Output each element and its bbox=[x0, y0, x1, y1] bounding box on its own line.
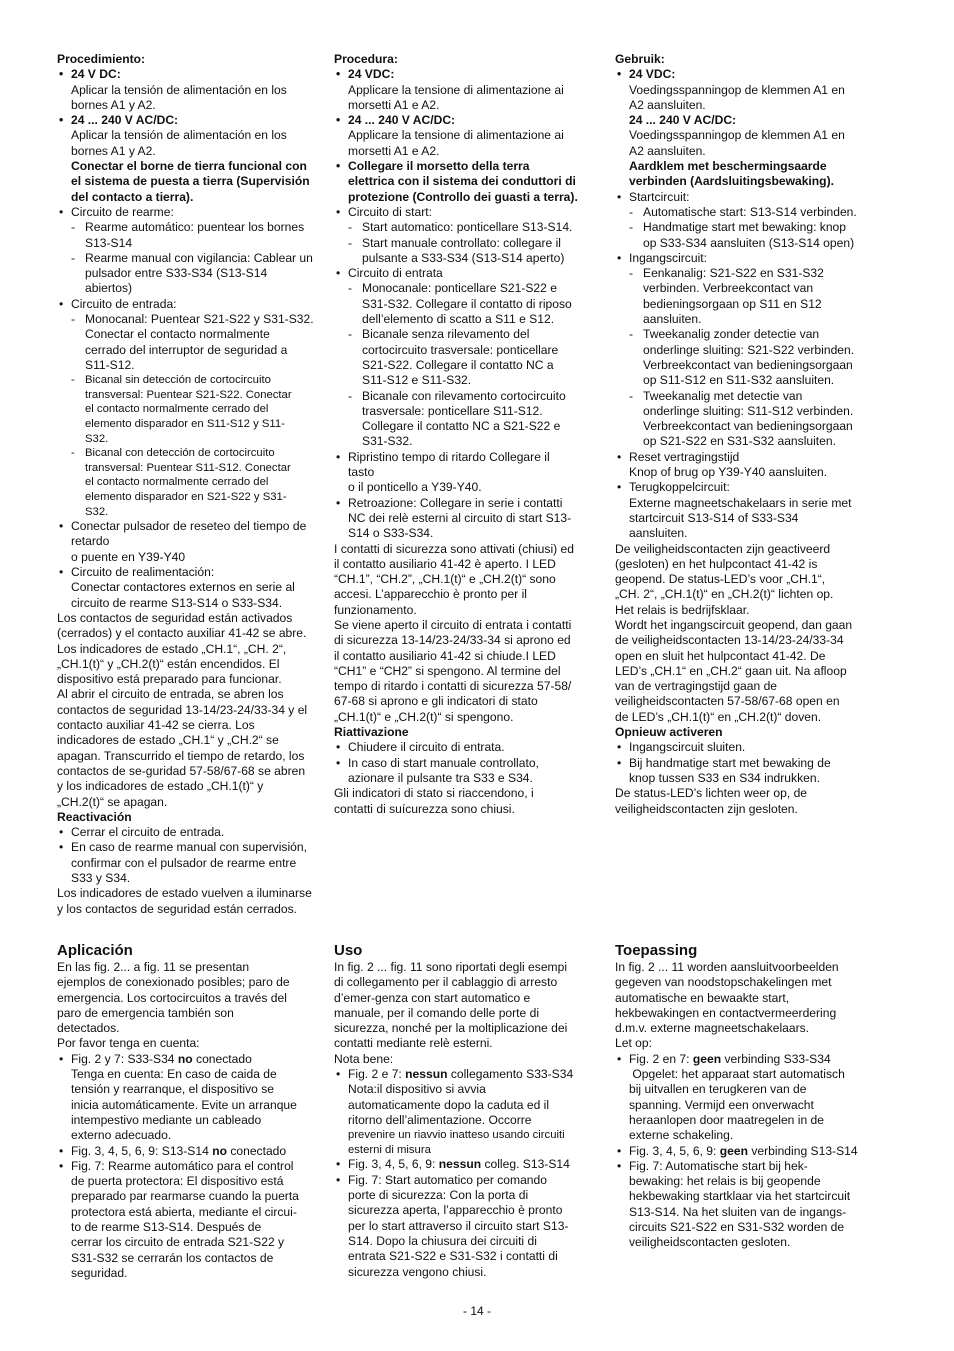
text-line: del contacto a tierra). bbox=[71, 189, 194, 204]
text-line: Verbreekcontact van bedieningsorgaan bbox=[643, 357, 853, 372]
text-line: dispositivo está preparado para funcionar. bbox=[57, 672, 282, 687]
bullet-fig2-7 bbox=[615, 1052, 874, 1067]
text-line: S32. bbox=[85, 432, 109, 445]
bullet-circuito-rearme: • Circuito de rearme: bbox=[57, 205, 316, 220]
heading-uso: Uso bbox=[334, 942, 363, 959]
dash-item: - Bicanal sin detección de cortocircuito bbox=[57, 373, 316, 388]
text-line: apagan. Transcurrido el tiempo de retardo, los bbox=[57, 748, 305, 763]
text-line: elemento disparador en S11-S12 y S11- bbox=[85, 418, 285, 431]
text-line: bedieningsorgaan op S11 en S12 bbox=[643, 296, 822, 311]
text-line: elemento disparador en S21-S22 y S31- bbox=[85, 490, 287, 503]
bullet-fig7: • Fig. 7: Rearme automático para el control bbox=[57, 1159, 316, 1174]
heading-riattivazione: Riattivazione bbox=[334, 725, 409, 740]
text-line: per lo start attraverso il circuito start S13- bbox=[348, 1218, 569, 1233]
text-line: veiligheidscontacten 57-58/67-68 open en bbox=[615, 694, 840, 709]
bullet-fig7: • Fig. 7: Start automatico per comando bbox=[334, 1173, 593, 1188]
bold-geen: geen bbox=[719, 1143, 748, 1158]
text-line: di sicurezza 13-14/23-24/33-34 si aprono ed bbox=[334, 633, 571, 648]
text-line: op S33-S34 aansluiten (S13-S14 open) bbox=[643, 235, 855, 250]
text-span: conectado bbox=[192, 1051, 252, 1066]
text-line: porte di sicurezza: Con la porta di bbox=[348, 1188, 529, 1203]
bullet-terugkoppel: • Terugkoppelcircuit: bbox=[615, 480, 874, 495]
text-line: azionare il pulsante tra S33 e S34. bbox=[348, 770, 533, 785]
text-span: collegamento S33-S34 bbox=[447, 1067, 574, 1082]
text-line: (cerrados) y el contacto auxiliar 41-42 se abre. bbox=[57, 626, 307, 641]
text-span: colleg. S13-S14 bbox=[481, 1157, 570, 1172]
text-line: Gli indicatori di stato si riaccendono, i bbox=[334, 786, 534, 801]
dash-item: - Handmatige start met bewaking: knop bbox=[615, 220, 874, 235]
text-line: bewaking: het relais is bij geopende bbox=[629, 1174, 821, 1189]
text-line: Los indicadores de estado vuelven a iluminarse bbox=[57, 886, 312, 901]
text-line: Voedingsspanningop de klemmen A1 en bbox=[629, 128, 845, 143]
text-line: morsetti A1 e A2. bbox=[348, 143, 440, 158]
text-line: LED’s „CH.1“ en „CH.2“ gaan uit. Na afloop bbox=[615, 663, 847, 678]
text-line: heraanlopen door maatregelen in de bbox=[629, 1112, 824, 1127]
text-line: veiligheidscontacten zijn gesloten. bbox=[615, 801, 798, 816]
text-line: il contatto ausiliario 41-42 è aperto. I LED bbox=[334, 556, 556, 571]
text-line: contatti mediante relè esterni. bbox=[334, 1036, 493, 1051]
dash-item: - Rearme manual con vigilancia: Cablear un bbox=[57, 251, 316, 266]
text-line: Aplicar la tensión de alimentación en los bbox=[71, 82, 287, 97]
text-line: aansluiten. bbox=[643, 312, 702, 327]
text-line: intempestivo mediante un cableado bbox=[71, 1112, 262, 1127]
text-line: Tenga en cuenta: En caso de caida de bbox=[71, 1067, 277, 1082]
text-line: 24 ... 240 V AC/DC: bbox=[629, 113, 737, 128]
bullet-24vdc: • 24 VDC: bbox=[334, 67, 593, 82]
bullet-circuito-entrata: • Circuito di entrata bbox=[334, 266, 593, 281]
text-span: Fig. 3, 4, 5, 6, 9: bbox=[629, 1143, 720, 1158]
dutch-procedure-column bbox=[615, 52, 874, 817]
text-line: accesi. L’apparecchio è pronto per il bbox=[334, 587, 527, 602]
bullet-collegare-terra: • Collegare il morsetto della terra bbox=[334, 159, 593, 174]
bullet-item: • En caso de rearme manual con supervisión, bbox=[57, 840, 316, 855]
text-line: De veiligheidscontacten zijn geactiveerd bbox=[615, 541, 831, 556]
text-line: Let op: bbox=[615, 1036, 652, 1051]
text-line: S31-S32. bbox=[362, 434, 413, 449]
text-line: van de vertragingstijd gaan de bbox=[615, 679, 778, 694]
text-line: to de rearme S13-S14. Después de bbox=[71, 1220, 262, 1235]
bullet-fig2-7 bbox=[57, 1052, 316, 1067]
text-line: onderlinge sluiting: S11-S12 verbinden. bbox=[643, 403, 854, 418]
text-line: bornes A1 y A2. bbox=[71, 143, 156, 158]
text-line: protectora está abierta, mediante el circui- bbox=[71, 1204, 297, 1219]
bullet-item: • Ingangscircuit sluiten. bbox=[615, 740, 874, 755]
text-span: Fig. 2 e 7: bbox=[348, 1067, 406, 1082]
text-line: indicadores de estado „CH.1“ y „CH.2“ se bbox=[57, 733, 279, 748]
text-line: open en sluit het hulpcontact 41-42. De bbox=[615, 648, 826, 663]
heading-toepassing: Toepassing bbox=[615, 942, 698, 959]
text-line: „CH.1(t)“ y „CH.2(t)“ están encendidos. El bbox=[57, 656, 280, 671]
dash-item: - Bicanal con detección de cortocircuito bbox=[57, 446, 316, 461]
text-line: y los contactos de seguridad están cerrados. bbox=[57, 901, 297, 916]
text-line: ejemplos de conexionado posibles; paro de bbox=[57, 975, 290, 990]
text-line: Applicare la tensione di alimentazione ai bbox=[348, 128, 564, 143]
text-line: Voedingsspanningop de klemmen A1 en bbox=[629, 82, 845, 97]
dash-item: - Monocanal: Puentear S21-S22 y S31-S32. bbox=[57, 312, 316, 327]
text-span: verbinding S13-S14 bbox=[748, 1143, 858, 1158]
bullet-reseteo: • Conectar pulsador de reseteo del tiempo de bbox=[57, 519, 316, 534]
text-line: I contatti di sicurezza sono attivati (chiusi) ed bbox=[334, 541, 574, 556]
text-span: conectado bbox=[226, 1143, 287, 1158]
text-line: op S11-S12 en S11-S32 aansluiten. bbox=[643, 373, 835, 388]
text-line: contactos de seguridad 13-14/23-24/33-34 y el bbox=[57, 702, 308, 717]
text-line: circuits S21-S22 en S31-S32 worden de bbox=[629, 1220, 845, 1235]
text-line: Nota bene: bbox=[334, 1051, 394, 1066]
text-line: S11-S12. bbox=[85, 357, 135, 372]
text-line: S13-S14 bbox=[85, 235, 133, 250]
bullet-fig3-9 bbox=[615, 1144, 874, 1159]
spanish-application-section bbox=[57, 942, 316, 1281]
text-line: hekbewaking startklaar via het startcircuit bbox=[629, 1189, 851, 1204]
text-line: knop tussen S33 en S34 indrukken. bbox=[629, 770, 820, 785]
text-line: startcircuit S13-S14 of S33-S34 bbox=[629, 510, 799, 525]
text-line: retardo bbox=[71, 534, 110, 549]
text-line: dell’elemento di scatto a S11 e S12. bbox=[362, 312, 555, 327]
dash-item: - Tweekanalig met detectie van bbox=[615, 389, 874, 404]
heading-opnieuw-activeren: Opnieuw activeren bbox=[615, 725, 723, 740]
text-line: Opgelet: het apparaat start automatisch bbox=[629, 1067, 845, 1082]
text-line: „CH.2(t)“ se apagan. bbox=[57, 794, 168, 809]
dutch-toepassing-section bbox=[615, 942, 874, 1251]
text-line: S31-S32 se cerrarán los contactos de bbox=[71, 1250, 274, 1265]
bullet-item: • Chiudere il circuito di entrata. bbox=[334, 740, 593, 755]
text-line: abiertos) bbox=[85, 281, 133, 296]
heading-aplicacion: Aplicación bbox=[57, 942, 133, 959]
text-line: el contacto normalmente cerrado del bbox=[85, 476, 269, 489]
text-line: “CH1” e “CH2” si spengono. Al termine del bbox=[334, 663, 561, 678]
text-line: 67-68 si aprono e gli indicatori di stato bbox=[334, 694, 538, 709]
dash-item: - Tweekanalig zonder detectie van bbox=[615, 327, 874, 342]
dash-item: - Automatische start: S13-S14 verbinden. bbox=[615, 205, 874, 220]
text-line: (gesloten) en het hulpcontact 41-42 is bbox=[615, 556, 818, 571]
bold-nessun: nessun bbox=[405, 1067, 448, 1082]
text-line: el contacto normalmente cerrado del bbox=[85, 403, 269, 416]
text-line: op S21-S22 en S31-S32 aansluiten. bbox=[643, 434, 836, 449]
text-span: verbinding S33-S34 bbox=[721, 1051, 831, 1066]
text-line: Nota:il dispositivo si avvia bbox=[348, 1082, 486, 1097]
text-line: y los indicadores de estado „CH.1(t)“ y bbox=[57, 779, 264, 794]
heading-reactivacion: Reactivación bbox=[57, 809, 132, 824]
bullet-item: • Bij handmatige start met bewaking de bbox=[615, 756, 874, 771]
text-line: NC dei relè esterni al circuito di start S13- bbox=[348, 510, 572, 525]
text-line: morsetti A1 e A2. bbox=[348, 97, 440, 112]
text-span: Fig. 3, 4, 5, 6, 9: S13-S14 bbox=[71, 1143, 213, 1158]
text-line: cortocircuito trasversale: ponticellare bbox=[362, 342, 559, 357]
text-line: automaticamente dopo la caduta ed il bbox=[348, 1097, 550, 1112]
bullet-startcircuit: • Startcircuit: bbox=[615, 190, 874, 205]
bold-no: no bbox=[212, 1143, 227, 1158]
spanish-procedure-column bbox=[57, 52, 316, 917]
bullet-reset: • Reset vertragingstijd bbox=[615, 450, 874, 465]
text-line: S31-S32. Collegare il contatto di riposo bbox=[362, 296, 572, 311]
dash-item: - Bicanale con rilevamento cortocircuito bbox=[334, 389, 593, 404]
text-line: gegeven van noodstopschakelingen met bbox=[615, 975, 832, 990]
text-line: bornes A1 y A2. bbox=[71, 97, 156, 112]
text-line: seguridad. bbox=[71, 1265, 128, 1280]
text-line: Het relais is bedrijfsklaar. bbox=[615, 602, 750, 617]
text-line: veiligheidscontacten gesloten. bbox=[629, 1235, 791, 1250]
bullet-circuito-entrada: • Circuito de entrada: bbox=[57, 297, 316, 312]
text-line: verbinden. Verbreekcontact van bbox=[643, 281, 814, 296]
dash-item: - Start manuale controllato: collegare il bbox=[334, 236, 593, 251]
text-line: hekbewakingen en contactvermeerdering bbox=[615, 1005, 837, 1020]
text-line: „CH.1(t)“ e „CH.2(t)“ si spengono. bbox=[334, 709, 514, 724]
text-line: trasversale: ponticellare S11-S12. bbox=[362, 403, 543, 418]
text-line: Se viene aperto il circuito di entrata i contatti bbox=[334, 617, 572, 632]
text-line: ritorno dell’alimentazione. Occorre bbox=[348, 1112, 532, 1127]
bullet-24vdc: • 24 VDC: bbox=[615, 67, 874, 82]
text-line: emergencia. Los cortocircuitos a través del bbox=[57, 990, 287, 1005]
bullet-ingangscircuit: • Ingangscircuit: bbox=[615, 251, 874, 266]
text-line: prevenire un riavvio inatteso usando circuiti bbox=[348, 1129, 565, 1142]
text-line: tensión y rearranque, el dispositivo se bbox=[71, 1082, 275, 1097]
text-line: contactos de se-guridad 57-58/67-68 se abren bbox=[57, 763, 306, 778]
heading-gebruik: Gebruik: bbox=[615, 52, 665, 66]
text-line: transversal: Puentear S21-S22. Conectar bbox=[85, 388, 292, 401]
text-line: Applicare la tensione di alimentazione ai bbox=[348, 82, 564, 97]
text-span: Fig. 2 y 7: S33-S34 bbox=[71, 1051, 178, 1066]
text-span: Fig. 3, 4, 5, 6, 9: bbox=[348, 1157, 439, 1172]
text-line: inicia automáticamente. Evite un arranque bbox=[71, 1097, 297, 1112]
bullet-retroazione: • Retroazione: Collegare in serie i contatti bbox=[334, 496, 593, 511]
text-line: o puente en Y39-Y40 bbox=[71, 549, 186, 564]
heading-procedura: Procedura: bbox=[334, 52, 398, 66]
text-line: S11-S12 e S11-S32. bbox=[362, 373, 472, 388]
bullet-item: • In caso di start manuale controllato, bbox=[334, 756, 593, 771]
bullet-fig7: • Fig. 7: Automatische start bij hek- bbox=[615, 1159, 874, 1174]
text-line: circuito de rearme S13-S14 o S33-S34. bbox=[71, 595, 283, 610]
heading-procedimiento: Procedimiento: bbox=[57, 52, 146, 66]
text-line: tempo di ritardo i contatti di sicurezza 57-58/ bbox=[334, 679, 572, 694]
text-line: Conectar contactores externos en serie al bbox=[71, 580, 295, 595]
text-line: Los indicadores de estado „CH.1“, „CH. 2“, bbox=[57, 641, 287, 656]
text-line: onderlinge sluiting: S21-S22 verbinden. bbox=[643, 342, 855, 357]
bullet-circuito-start: • Circuito di start: bbox=[334, 205, 593, 220]
text-line: sicurezza aperta, l’apparecchio è pronto bbox=[348, 1203, 563, 1218]
text-line: De status-LED’s lichten weer op, de bbox=[615, 786, 808, 801]
text-line: manuale, per il comando delle porte di bbox=[334, 1005, 540, 1020]
text-line: „CH. 2“, „CH.1(t)“ en „CH.2(t)“ lichten op. bbox=[615, 587, 834, 602]
text-line: A2 aansluiten. bbox=[629, 143, 706, 158]
text-line: il contatto ausiliario 41-42 si chiude.I LED bbox=[334, 648, 556, 663]
bullet-fig3-9 bbox=[57, 1144, 316, 1159]
text-line: aansluiten. bbox=[629, 526, 688, 541]
text-line: pulsador entre S33-S34 (S13-S14 bbox=[85, 266, 268, 281]
bullet-fig2-7 bbox=[334, 1067, 593, 1082]
text-line: transversal: Puentear S11-S12. Conectar bbox=[85, 461, 291, 474]
text-line: spanning. Vermijd een onverwacht bbox=[629, 1097, 814, 1112]
dash-item: - Rearme automático: puentear los bornes bbox=[57, 220, 316, 235]
text-line: Wordt het ingangscircuit geopend, dan gaan bbox=[615, 617, 853, 632]
text-line: S33 y S34. bbox=[71, 871, 131, 885]
bullet-24vdc: • 24 V DC: bbox=[57, 67, 316, 82]
text-line: d’emer-genza con start automatico e bbox=[334, 990, 531, 1005]
text-line: externe schakeling. bbox=[629, 1128, 734, 1143]
text-line: Por favor tenga en cuenta: bbox=[57, 1036, 200, 1051]
text-line: preparado par rearmarse cuando la puerta bbox=[71, 1189, 299, 1204]
text-line: sicurezza, nonché per la moltiplicazione dei bbox=[334, 1021, 568, 1036]
text-line: automatische en bewaakte start, bbox=[615, 990, 790, 1005]
text-line: Aardklem met beschermingsaarde bbox=[629, 159, 827, 174]
bullet-24-240v: • 24 ... 240 V AC/DC: bbox=[334, 113, 593, 128]
text-line: elettrica con il sistema dei conduttori di bbox=[348, 174, 576, 189]
text-line: esterni di misura bbox=[348, 1143, 431, 1156]
bullet-fig3-9 bbox=[334, 1157, 593, 1172]
text-line: Al abrir el circuito de entrada, se abren los bbox=[57, 687, 284, 702]
text-line: S13-S14. Na het sluiten van de ingangs- bbox=[629, 1204, 847, 1219]
text-line: Collegare il contatto NC a S21-S22 e bbox=[362, 419, 561, 434]
text-line: de veiligheidscontacten 13-14/23-24/33-34 bbox=[615, 633, 844, 648]
text-line: cerrado del interruptor de seguridad a bbox=[85, 342, 288, 357]
text-line: cerrar los circuito de entrada S21-S22 y bbox=[71, 1235, 285, 1250]
text-line: S14 o S33-S34. bbox=[348, 526, 434, 541]
text-line: el sistema de puesta a tierra (Supervisión bbox=[71, 174, 310, 189]
text-line: pulsante a S33-S34 (S13-S14 aperto) bbox=[362, 250, 565, 265]
text-line: confirmar con el pulsador de rearme entre bbox=[71, 855, 297, 870]
text-line: Aplicar la tensión de alimentación en los bbox=[71, 128, 287, 143]
text-line: Los contactos de seguridad están activados bbox=[57, 610, 293, 625]
italian-procedure-column bbox=[334, 52, 593, 817]
dash-item: - Monocanale: ponticellare S21-S22 e bbox=[334, 281, 593, 296]
text-line: Knop of brug op Y39-Y40 aansluiten. bbox=[629, 465, 828, 480]
page-number: - 14 - bbox=[462, 1304, 491, 1318]
text-line: Verbreekcontact van bedieningsorgaan bbox=[643, 419, 853, 434]
bold-no: no bbox=[177, 1051, 193, 1066]
text-line: A2 aansluiten. bbox=[629, 97, 706, 112]
text-line: In fig. 2 ... fig. 11 sono riportati degli esempi bbox=[334, 960, 568, 974]
text-line: contacto auxiliar 41-42 se cierra. Los bbox=[57, 718, 255, 733]
text-line: de puerta protectora: El dispositivo está bbox=[71, 1174, 284, 1189]
bold-nessun: nessun bbox=[438, 1157, 482, 1172]
bullet-ripristino: • Ripristino tempo di ritardo Collegare il bbox=[334, 450, 593, 465]
text-line: S14. Dopo la chiusura dei circuiti di bbox=[348, 1233, 537, 1248]
bold-geen: geen bbox=[692, 1051, 722, 1066]
text-line: externo adecuado. bbox=[71, 1128, 172, 1143]
text-line: Conectar el contacto normalmente bbox=[85, 327, 270, 342]
text-line: verbinden (Aardsluitingsbewaking). bbox=[629, 174, 834, 189]
text-span: Fig. 2 en 7: bbox=[629, 1051, 693, 1066]
text-line: En las fig. 2... a fig. 11 se presentan bbox=[57, 960, 250, 974]
bullet-realimentacion: • Circuito de realimentación: bbox=[57, 565, 316, 580]
text-line: sicurezza vengono chiusi. bbox=[348, 1264, 487, 1279]
text-line: Conectar el borne de tierra funcional con bbox=[71, 159, 307, 174]
text-line: paro de emergencia también son bbox=[57, 1005, 234, 1020]
text-line: bij uitvallen en terugkeren van de bbox=[629, 1082, 807, 1097]
text-line: Externe magneetschakelaars in serie met bbox=[629, 495, 852, 510]
bullet-24-240v: • 24 ... 240 V AC/DC: bbox=[57, 113, 316, 128]
text-line: In fig. 2 ... 11 worden aansluitvoorbeelden bbox=[615, 960, 839, 974]
text-line: geopend. De status-LED’s voor „CH.1“, bbox=[615, 572, 826, 587]
text-line: contatti di suícurezza sono chiusi. bbox=[334, 801, 515, 816]
bullet-item: • Cerrar el circuito de entrada. bbox=[57, 825, 316, 840]
text-line: “CH.1”, “CH.2”, „CH.1(t)“ e „CH.2(t)“ sono bbox=[334, 572, 556, 587]
dash-item: - Bicanale senza rilevamento del bbox=[334, 327, 593, 342]
text-line: protezione (Controllo dei guasti a terra). bbox=[348, 189, 578, 204]
text-line: tasto bbox=[348, 465, 375, 480]
text-line: detectados. bbox=[57, 1021, 120, 1036]
italian-uso-section bbox=[334, 942, 593, 1280]
text-line: S32. bbox=[85, 505, 109, 518]
text-line: o il ponticello a Y39-Y40. bbox=[348, 480, 482, 495]
text-line: S21-S22. Collegare il contatto NC a bbox=[362, 357, 554, 372]
text-line: d.m.v. externe magneetschakelaars. bbox=[615, 1021, 810, 1036]
text-line: entrata S21-S22 e S31-S32 i contatti di bbox=[348, 1249, 558, 1264]
text-line: di collegamento per il cablaggio di arresto bbox=[334, 975, 558, 990]
text-line: de LED’s „CH.1(t)“ en „CH.2(t)“ doven. bbox=[615, 709, 822, 724]
text-line: funzionamento. bbox=[334, 602, 417, 617]
dash-item: - Start automatico: ponticellare S13-S14. bbox=[334, 220, 593, 235]
dash-item: - Eenkanalig: S21-S22 en S31-S32 bbox=[615, 266, 874, 281]
